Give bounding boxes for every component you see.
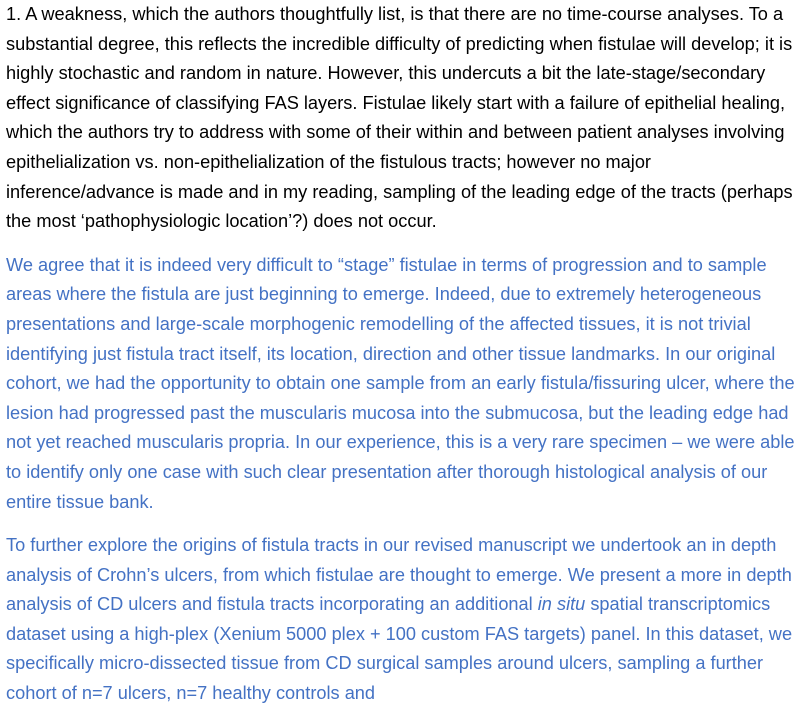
- reviewer-comment-paragraph: 1. A weakness, which the authors thoughtfully list, is that there are no time-course analyses. To a substantial degree, this reflects the incredible difficulty of predicting when fistulae will develop; it is highly stochastic and random in nature. However, this undercuts a bit the late-stage/secondary effect significance of classifying FAS layers. Fistulae likely start with a failure of epithelial healing, which the authors try to address with some of their within and between patient analyses involving epithelialization vs. non-epithelialization of the fistulous tracts; however no major inference/advance is made and in my reading, sampling of the leading edge of the tracts (perhaps the most ‘pathophysiologic location’?) does not occur.: [6, 4, 793, 232]
- response-2-text-end: spatial transcriptomics dataset using a high-plex (Xenium 5000 plex + 100 custom FAS targets) panel. In this dataset, we specifically micro-dissected tissue from CD surgical samples around ulcers, sampling a further cohort of n=7 ulcers, n=7 healthy controls and: [6, 594, 793, 704]
- author-response-paragraph-2: [6, 531, 796, 709]
- document-body: [6, 0, 796, 709]
- response-2-text-start: To further explore the origins of fistula tracts in our revised manuscript we undertook an in depth analysis of Crohn’s ulcers, from which fistulae are thought to emerge. We present a more in depth analysis of CD ulcers and fistula tracts incorporating an additional: [6, 535, 792, 615]
- response-2-italic-term: in situ: [537, 594, 586, 615]
- author-response-paragraph-1: We agree that it is indeed very difficult to “stage” fistulae in terms of progression and to sample areas where the fistula are just beginning to emerge. Indeed, due to extremely heterogeneous presentations and large-scale morphogenic remodelling of the affected tissues, it is not trivial identifying just fistula tract itself, its location, direction and other tissue landmarks. In our original cohort, we had the opportunity to obtain one sample from an early fistula/fissuring ulcer, where the lesion had progressed past the muscularis mucosa into the submucosa, but the leading edge had not yet reached muscularis propria. In our experience, this is a very rare specimen – we were able to identify only one case with such clear presentation after thorough histological analysis of our entire tissue bank.: [6, 254, 795, 512]
